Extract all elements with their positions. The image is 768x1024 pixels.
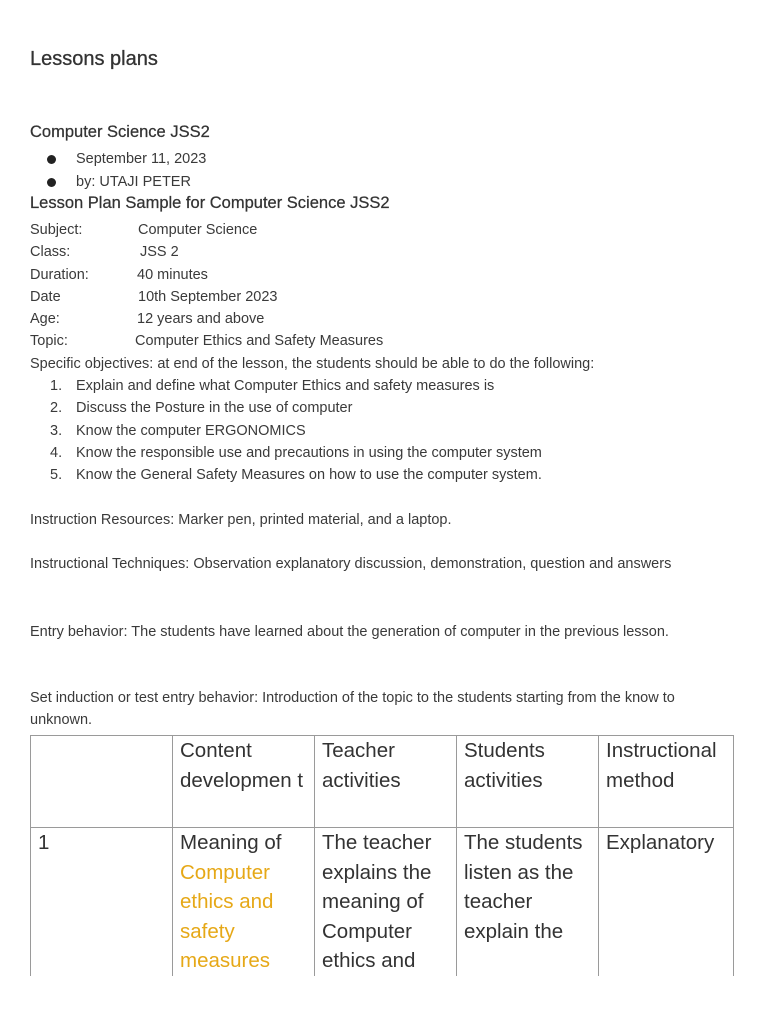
header-cell-content: Content developmen t [173, 736, 315, 828]
objective-number: 5. [50, 467, 63, 484]
page-crop [0, 976, 768, 1024]
field-value: 10th September 2023 [138, 288, 278, 305]
bullet-icon [47, 178, 56, 187]
objective-number: 4. [50, 444, 63, 461]
cell-content [173, 828, 315, 979]
field-label: Age: [30, 311, 60, 328]
header-cell-students: Students activities [457, 736, 599, 828]
objective-item [30, 442, 542, 464]
table-row [31, 828, 734, 979]
objective-text: Know the computer ERGONOMICS [76, 422, 306, 439]
field-value: JSS 2 [140, 244, 179, 261]
entry-behavior: Entry behavior: The students have learned about the generation of computer in the previous lesson. [30, 624, 669, 640]
meta-author-text: by: UTAJI PETER [76, 173, 191, 190]
content-highlight-link[interactable]: Computer ethics and safety measures [180, 860, 274, 972]
cell-method: Explanatory [599, 828, 734, 979]
field-label: Class: [30, 244, 71, 261]
field-value: Computer Science [138, 222, 258, 238]
meta-date-text: September 11, 2023 [76, 151, 207, 167]
objective-text: Know the General Safety Measures on how to use the computer system. [76, 467, 542, 484]
plan-title: Lesson Plan Sample for Computer Science JSS2 [30, 194, 390, 212]
content-prefix: Meaning of [180, 831, 282, 854]
field-label: Subject: [30, 222, 83, 238]
objective-text: Discuss the Posture in the use of computer [76, 400, 353, 417]
instruction-resources: Instruction Resources: Marker pen, printed material, and a laptop. [30, 512, 452, 528]
doc-title: Lessons plans [30, 48, 158, 70]
field-label: Date [30, 288, 61, 305]
header-cell-method: Instructional method [599, 736, 734, 828]
objectives-list [30, 375, 542, 486]
objective-item [30, 420, 542, 442]
field-value: 40 minutes [137, 266, 208, 283]
section-title: Computer Science JSS2 [30, 123, 210, 141]
field-value: 12 years and above [137, 311, 265, 328]
objective-number: 3. [50, 422, 63, 439]
objective-item [30, 397, 542, 419]
objective-text: Know the responsible use and precautions in using the computer system [76, 444, 542, 461]
lesson-plan-table [30, 735, 734, 979]
cell-students: The students listen as the teacher explain the [457, 828, 599, 979]
objective-item [30, 375, 542, 397]
header-cell-teacher: Teacher activities [315, 736, 457, 828]
objectives-intro: Specific objectives: at end of the lesson, the students should be able to do the following: [30, 356, 595, 372]
cell-teacher: The teacher explains the meaning of Computer ethics and [315, 828, 457, 979]
table-header-row [31, 736, 734, 828]
objective-number: 2. [50, 400, 63, 417]
header-cell-step [31, 736, 173, 828]
field-label: Topic: [30, 333, 68, 350]
field-value: Computer Ethics and Safety Measures [135, 333, 384, 350]
cell-step: 1 [31, 828, 173, 979]
bullet-icon [47, 155, 56, 164]
set-induction: Set induction or test entry behavior: Introduction of the topic to the students starting from the know to unknown. [30, 690, 675, 729]
field-label: Duration: [30, 266, 89, 283]
meta-list [30, 148, 206, 193]
objective-number: 1. [50, 378, 63, 394]
instructional-techniques: Instructional Techniques: Observation explanatory discussion, demonstration, question and answers [30, 556, 672, 572]
objective-text: Explain and define what Computer Ethics and safety measures is [76, 378, 495, 394]
meta-date [30, 148, 206, 171]
objective-item [30, 464, 542, 486]
meta-author [30, 171, 206, 194]
